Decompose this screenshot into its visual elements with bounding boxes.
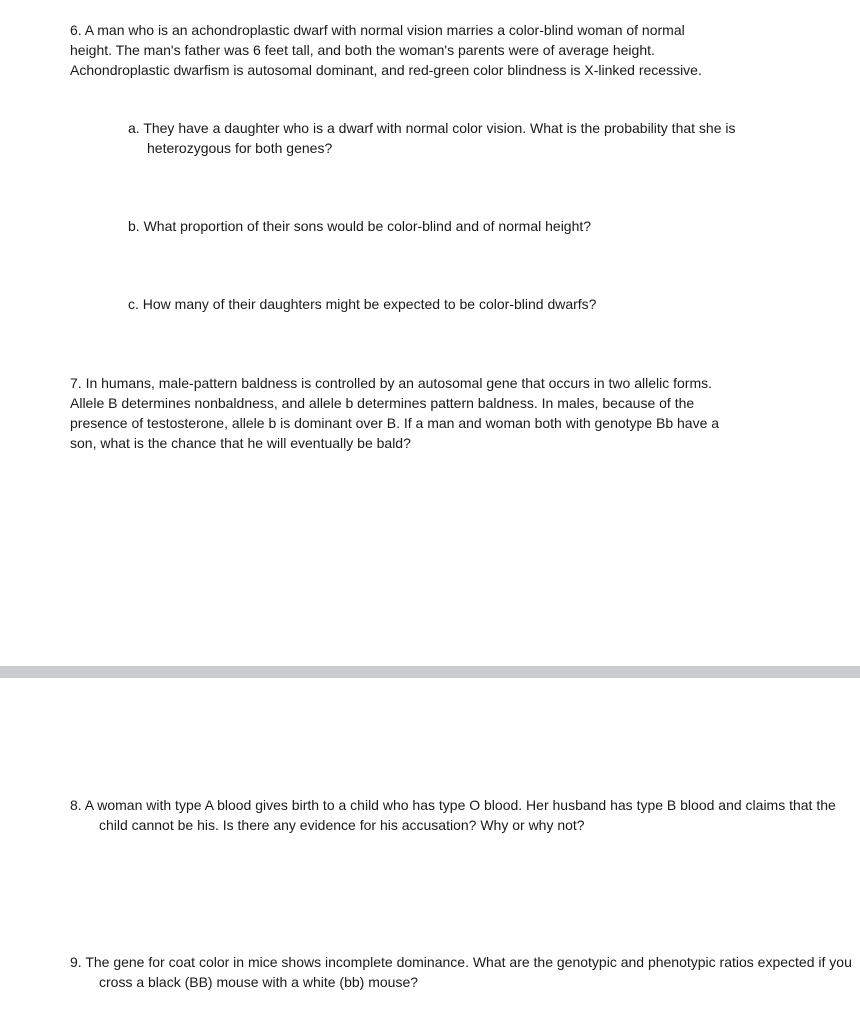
page-separator [0,666,860,678]
question-6: 6. A man who is an achondroplastic dwarf with normal vision marries a color-blind woman of normal height. The man's father was 6 feet tall, and both the woman's parents were of average height. Achondroplastic dwarfism is autosomal dominant, and red-green color blindness is X-linked recessive. [70,22,702,78]
question-9: 9. The gene for coat color in mice shows incomplete dominance. What are the genotypic and phenotypic ratios expected if you cross a black (BB) mouse with a white (bb) mouse? [70,954,852,990]
question-6b: b. What proportion of their sons would be color-blind and of normal height? [128,218,592,234]
question-6a: a. They have a daughter who is a dwarf with normal color vision. What is the probability that she is heterozygous for both genes? [128,120,736,156]
question-7: 7. In humans, male-pattern baldness is controlled by an autosomal gene that occurs in two allelic forms. Allele B determines nonbaldness, and allele b determines pattern baldness. In males, because of the presence of testosterone, allele b is dominant over B. If a man and woman both with genotype Bb have a son, what is the chance that he will eventually be bald? [70,375,720,451]
document-page-2 [0,678,860,1024]
question-6c: c. How many of their daughters might be expected to be color-blind dwarfs? [128,296,597,312]
question-8: 8. A woman with type A blood gives birth to a child who has type O blood. Her husband has type B blood and claims that the child cannot be his. Is there any evidence for his accusation? Why or why not? [70,797,836,833]
